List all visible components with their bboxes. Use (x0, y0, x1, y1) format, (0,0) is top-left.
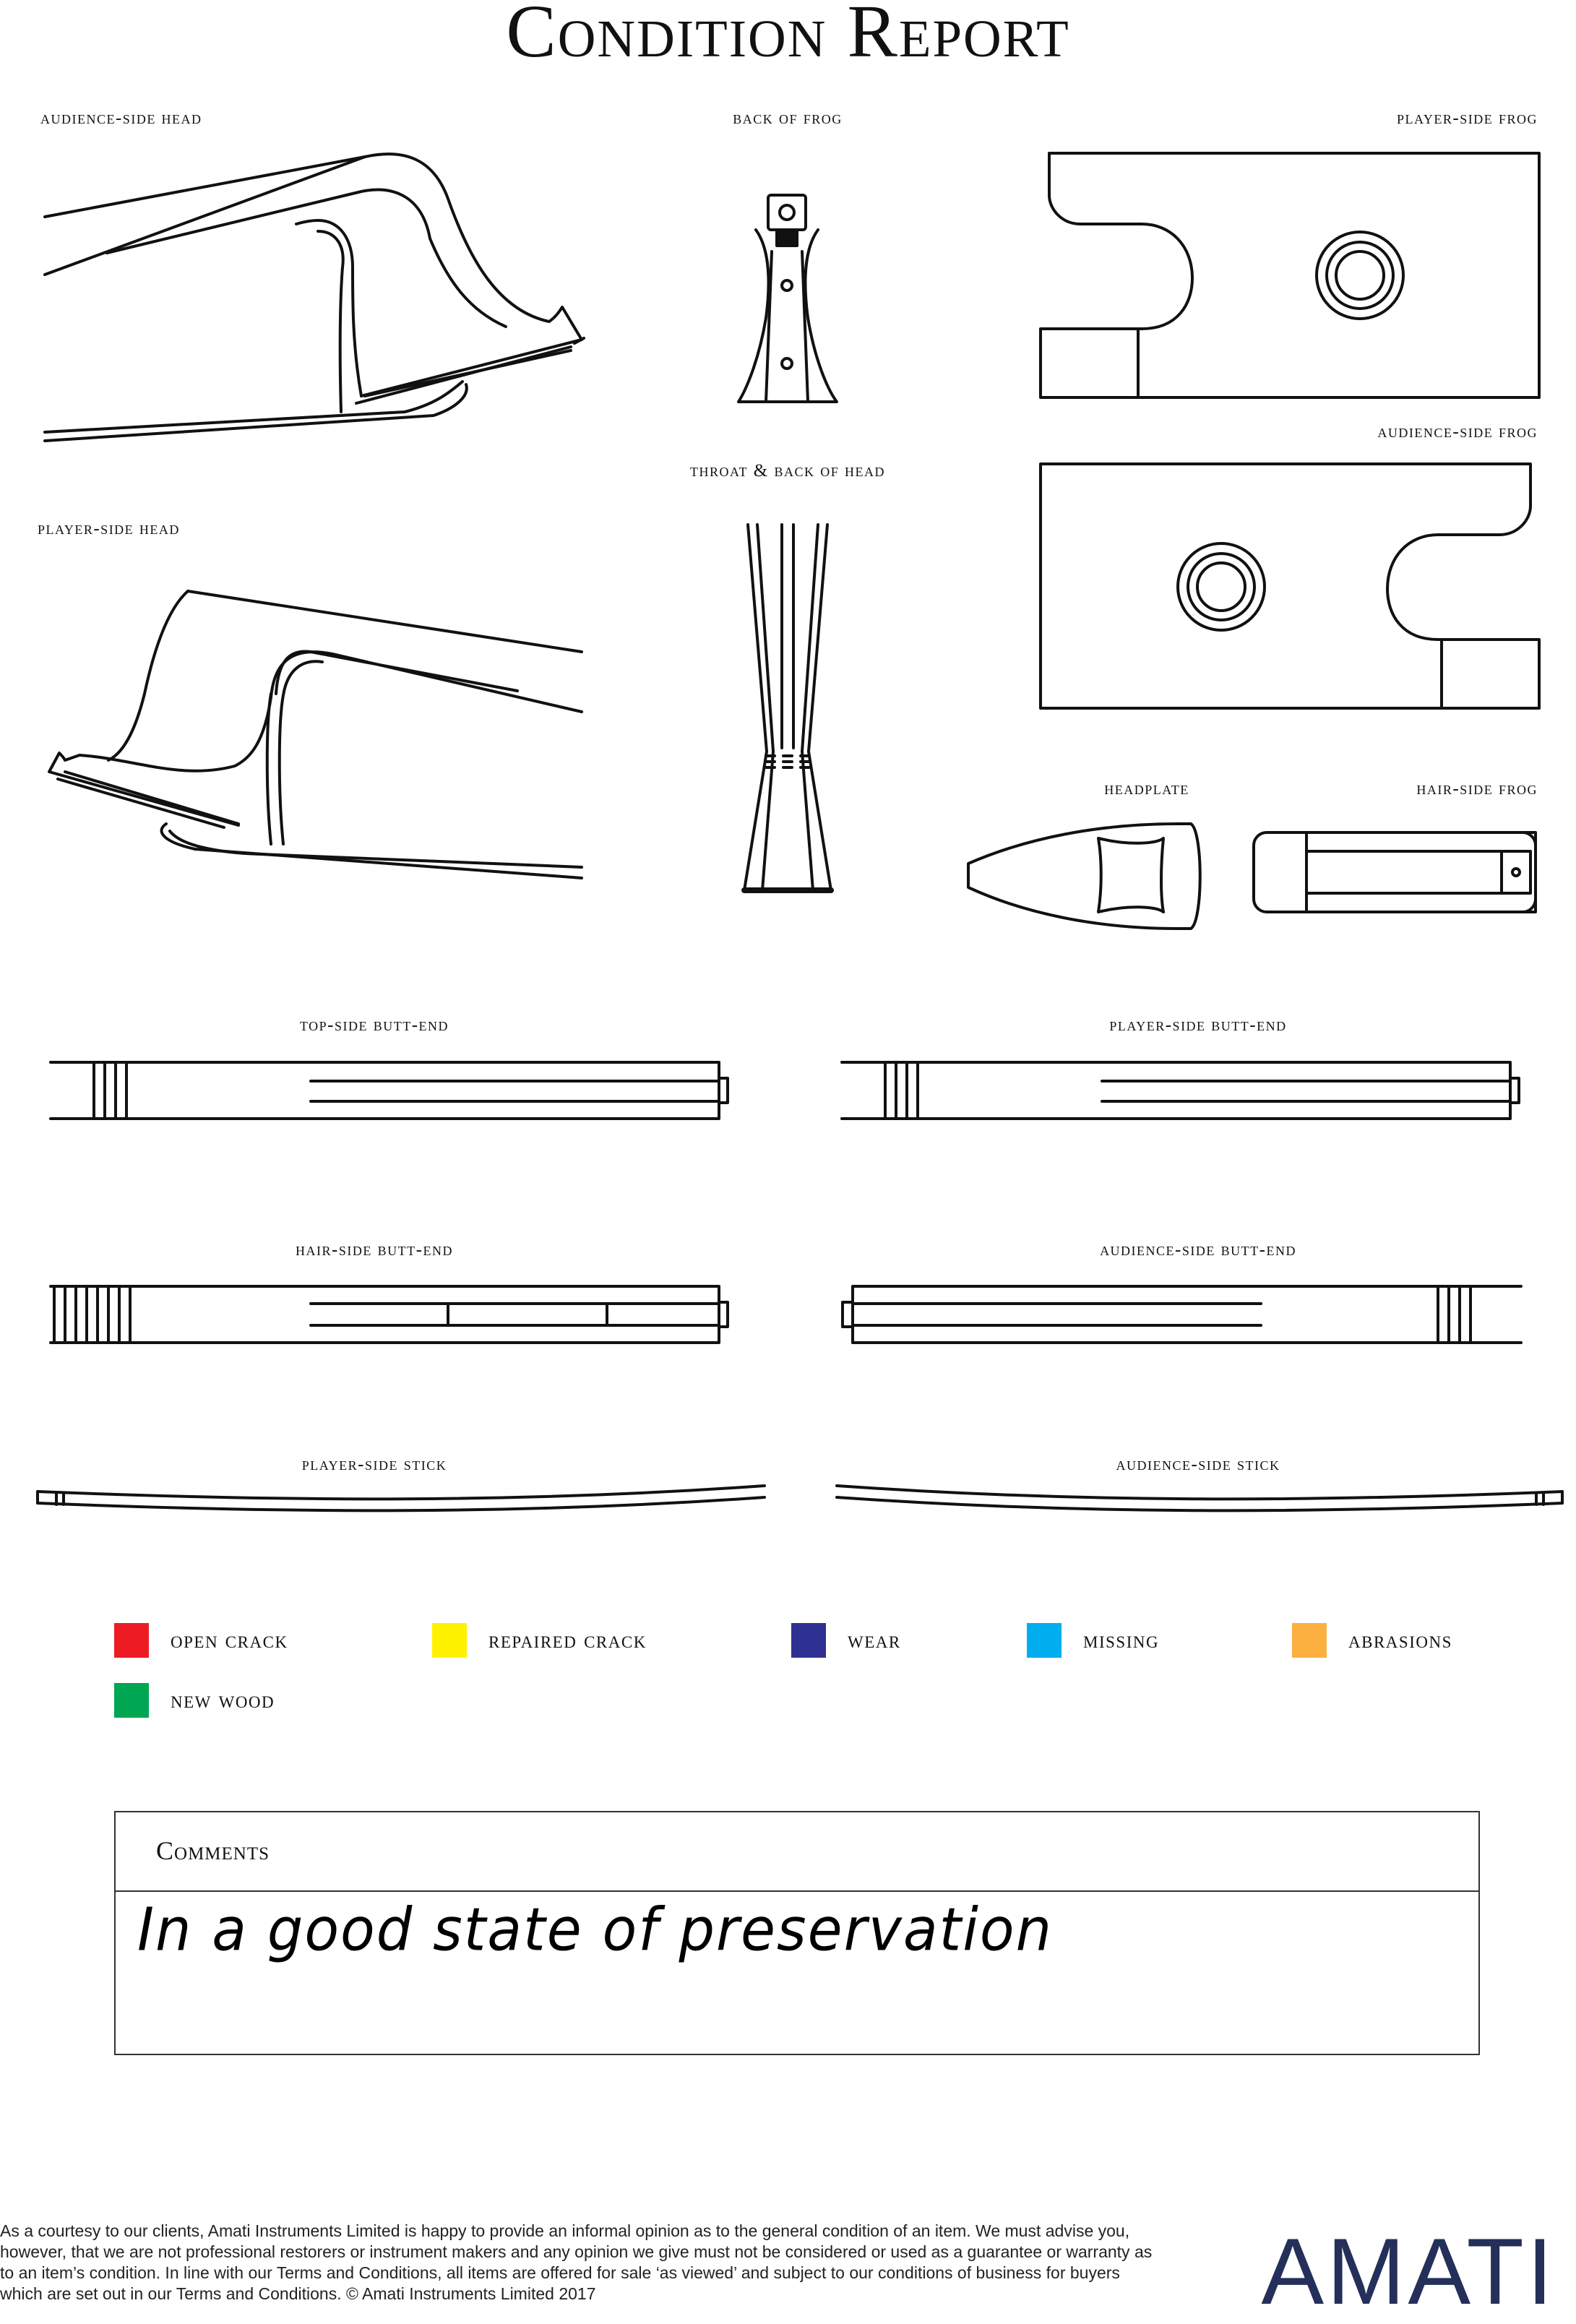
label-audience-side-stick: audience-side stick (1116, 1455, 1280, 1474)
label-player-side-stick: player-side stick (301, 1455, 447, 1474)
legend-new-wood (114, 1683, 275, 1718)
player-side-head-drawing (49, 591, 582, 878)
label-headplate: headplate (1104, 779, 1189, 799)
comments-box (114, 1811, 1480, 2055)
legend-label: wear (848, 1627, 901, 1653)
throat-back-of-head-drawing (744, 525, 831, 890)
comments-header (116, 1812, 1478, 1892)
comments-handwritten-text: In a good state of preservation (137, 1895, 1054, 1965)
legend-label: abrasions (1348, 1627, 1452, 1653)
label-audience-side-butt-end: audience-side butt-end (1100, 1240, 1296, 1260)
legend-swatch-green (114, 1683, 149, 1718)
label-player-side-head: player-side head (38, 519, 180, 538)
label-throat-back-of-head: throat & back of head (690, 461, 885, 481)
label-player-side-frog: player-side frog (1397, 108, 1538, 128)
legend-label: repaired crack (488, 1627, 647, 1653)
player-side-frog-drawing (1041, 153, 1539, 397)
legend-open-crack (114, 1623, 288, 1658)
label-player-side-butt-end: player-side butt-end (1109, 1015, 1287, 1035)
label-hair-side-frog: hair-side frog (1416, 779, 1538, 799)
hair-side-butt-end-drawing (51, 1286, 728, 1343)
legend-label: missing (1083, 1627, 1160, 1653)
legend-swatch-orange (1292, 1623, 1327, 1658)
legend-swatch-blue (791, 1623, 826, 1658)
audience-side-butt-end-drawing (843, 1286, 1521, 1343)
player-side-stick-drawing (38, 1486, 765, 1510)
player-side-butt-end-drawing (842, 1062, 1519, 1119)
label-audience-side-head: audience-side head (40, 108, 202, 128)
legend-label: new wood (171, 1687, 275, 1713)
hair-side-frog-drawing (1254, 832, 1536, 912)
disclaimer-text: As a courtesy to our clients, Amati Instruments Limited is happy to provide an informal opinion as to the general condition of an item. We must advise you, however, that we are not professional restorers or instrument makers and any opinion we give must not be considered or used as a guarantee or warranty as to an item’s condition. In line with our Terms and Conditions, all items are offered for sale ‘as viewed’ and subject to our conditions of business for buyers which are set out in our Terms and Conditions. © Amati Instruments Limited 2017 (0, 2221, 1153, 2303)
label-hair-side-butt-end: hair-side butt-end (296, 1240, 453, 1260)
label-audience-side-frog: audience-side frog (1377, 422, 1538, 442)
label-top-side-butt-end: top-side butt-end (299, 1015, 449, 1035)
legend-swatch-red (114, 1623, 149, 1658)
label-back-of-frog: back of frog (733, 108, 843, 128)
page-title: Condition Report (506, 0, 1070, 73)
top-side-butt-end-drawing (51, 1062, 728, 1119)
legend-label: open crack (171, 1627, 288, 1653)
audience-side-stick-drawing (837, 1486, 1562, 1510)
comments-heading: Comments (156, 1836, 270, 1865)
legend-swatch-yellow (432, 1623, 467, 1658)
audience-side-head-drawing (45, 154, 584, 441)
headplate-drawing (968, 824, 1200, 929)
legend-wear (791, 1623, 901, 1658)
amati-logo: AMATI (1261, 2218, 1556, 2324)
legend-swatch-cyan (1027, 1623, 1062, 1658)
legend-missing (1027, 1623, 1159, 1658)
legend-abrasions (1292, 1623, 1452, 1658)
audience-side-frog-drawing (1041, 464, 1539, 708)
legend-repaired-crack (432, 1623, 647, 1658)
back-of-frog-drawing (739, 195, 837, 402)
